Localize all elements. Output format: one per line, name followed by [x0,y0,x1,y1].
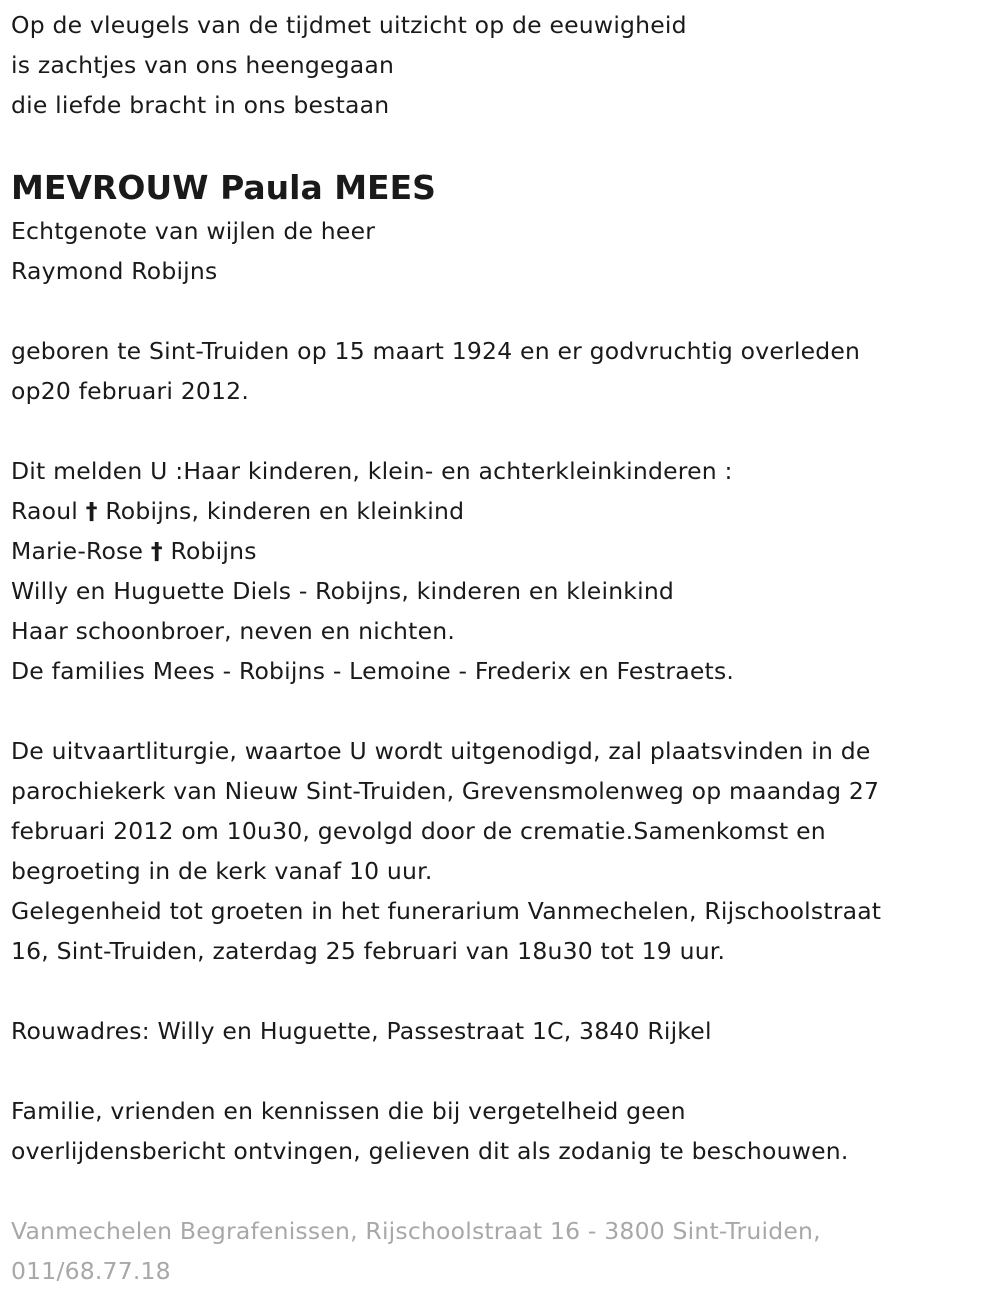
ceremony-line: begroeting in de kerk vanaf 10 uur. [11,857,433,885]
family-line-marie [11,531,1000,571]
footer-phone: 011/68.77.18 [11,1257,171,1285]
family-line-raoul [11,491,1000,531]
cross-icon: † [150,537,163,565]
birth-death-line: geboren te Sint-Truiden op 15 maart 1924 en er godvruchtig overleden [11,337,861,365]
poem [11,5,1000,125]
mourning-address [11,1011,1000,1051]
notice-line: overlijdensbericht ontvingen, gelieven dit als zodanig te beschouwen. [11,1137,849,1165]
ceremony-line: De uitvaartliturgie, waartoe U wordt uitgenodigd, zal plaatsvinden in de [11,737,871,765]
birth-death-info [11,331,1000,411]
notice-line: Familie, vrienden en kennissen die bij vergetelheid geen [11,1097,686,1125]
deceased-name: MEVROUW Paula MEES [11,168,436,207]
spouse-line: Raymond Robijns [11,257,218,285]
spouse-info [11,211,1000,291]
ceremony-line: Gelegenheid tot groeten in het funerarium Vanmechelen, Rijschoolstraat [11,897,882,925]
family-name-rest: Robijns [170,537,257,565]
address-line: Rouwadres: Willy en Huguette, Passestraat 1C, 3840 Rijkel [11,1017,712,1045]
spouse-line: Echtgenote van wijlen de heer [11,217,376,245]
family-list [11,451,1000,691]
family-name-rest: Robijns, kinderen en kleinkind [105,497,465,525]
family-line: Willy en Huguette Diels - Robijns, kinderen en kleinkind [11,577,675,605]
family-name: Raoul [11,497,79,525]
cross-icon: † [85,497,98,525]
ceremony-line: februari 2012 om 10u30, gevolgd door de crematie.Samenkomst en [11,817,826,845]
poem-line: is zachtjes van ons heengegaan [11,51,395,79]
family-intro: Dit melden U :Haar kinderen, klein- en achterkleinkinderen : [11,457,733,485]
ceremony-line: 16, Sint-Truiden, zaterdag 25 februari van 18u30 tot 19 uur. [11,937,726,965]
footer-line: Vanmechelen Begrafenissen, Rijschoolstraat 16 - 3800 Sint-Truiden, [11,1217,821,1245]
family-line: Haar schoonbroer, neven en nichten. [11,617,455,645]
family-name: Marie-Rose [11,537,144,565]
ceremony-info [11,731,1000,971]
funeral-home-footer [11,1211,1000,1291]
poem-line: Op de vleugels van de tijdmet uitzicht op de eeuwigheid [11,11,687,39]
ceremony-line: parochiekerk van Nieuw Sint-Truiden, Grevensmolenweg op maandag 27 [11,777,880,805]
birth-death-line: op20 februari 2012. [11,377,250,405]
family-line: De families Mees - Robijns - Lemoine - Frederix en Festraets. [11,657,735,685]
poem-line: die liefde bracht in ons bestaan [11,91,390,119]
notice [11,1091,1000,1171]
